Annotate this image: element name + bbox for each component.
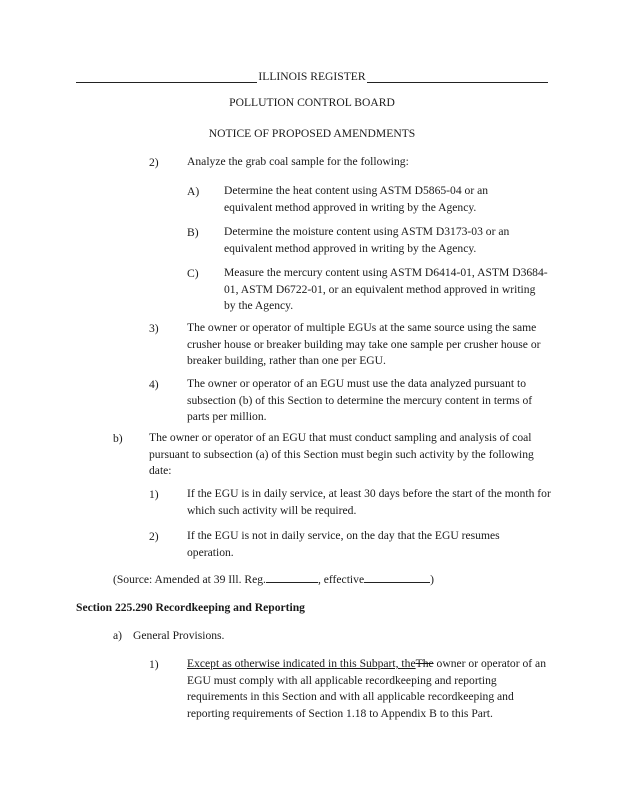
register-title: ILLINOIS REGISTER xyxy=(258,70,366,83)
subitem-text: Determine the moisture content using ASTM D3173-03 or an equivalent method approved in writing by the Agency. xyxy=(224,225,510,255)
source-effective: , effective xyxy=(317,573,365,586)
item-text xyxy=(187,656,549,722)
subsection-text: The owner or operator of an EGU that must conduct sampling and analysis of coal pursuant to subsection (a) of this Section must begin such activity by the following date: xyxy=(149,431,534,477)
item-body: owner or operator of an EGU must comply with all applicable recordkeeping and reporting requirements in this Section and with all applicable recordkeeping and reporting requirements of Section 1.18 to Appendix B to this Part. xyxy=(187,657,546,720)
subsection-label: a) xyxy=(113,629,123,642)
notice-title: NOTICE OF PROPOSED AMENDMENTS xyxy=(208,127,416,140)
source-note xyxy=(113,572,553,586)
item-label: 4) xyxy=(149,378,159,391)
source-suffix: ) xyxy=(430,573,434,586)
source-prefix: (Source: Amended at 39 Ill. Reg. xyxy=(113,573,266,586)
board-name: POLLUTION CONTROL BOARD xyxy=(229,96,395,109)
item-text: The owner or operator of an EGU must use the data analyzed pursuant to subsection (b) of this Section to determine the mercury content in terms of parts per million. xyxy=(187,377,533,423)
inserted-text: Except as otherwise indicated in this Subpart, the xyxy=(187,657,416,670)
subitem-label: B) xyxy=(187,226,199,239)
subitem-text: Measure the mercury content using ASTM D6414-01, ASTM D3684-01, ASTM D6722-01, or an equivalent method approved in writing by the Agency. xyxy=(224,266,548,312)
item-label: 3) xyxy=(149,322,159,335)
item-label: 1) xyxy=(149,488,159,501)
subitem-label: C) xyxy=(187,267,199,280)
section-heading: Section 225.290 Recordkeeping and Reporting xyxy=(76,601,305,614)
subitem-text: Determine the heat content using ASTM D5865-04 or an equivalent method approved in writing by the Agency. xyxy=(224,184,489,214)
register-blank xyxy=(266,572,318,583)
register-header xyxy=(76,68,548,86)
deleted-text: The xyxy=(415,657,434,670)
item-label: 2) xyxy=(149,156,159,169)
item-label: 2) xyxy=(149,530,159,543)
item-text: If the EGU is in daily service, at least 30 days before the start of the month for which such activity will be required. xyxy=(187,487,551,517)
subsection-label: b) xyxy=(113,432,123,445)
effective-blank xyxy=(364,572,430,583)
item-text: If the EGU is not in daily service, on the day that the EGU resumes operation. xyxy=(187,529,500,559)
item-text: The owner or operator of multiple EGUs at the same source using the same crusher house or breaker building may take one sample per crusher house or breaker building, rather than one per EGU. xyxy=(187,321,541,367)
item-label: 1) xyxy=(149,658,159,671)
subitem-label: A) xyxy=(187,185,200,198)
subsection-text: General Provisions. xyxy=(133,629,225,642)
item-text: Analyze the grab coal sample for the following: xyxy=(187,155,409,168)
